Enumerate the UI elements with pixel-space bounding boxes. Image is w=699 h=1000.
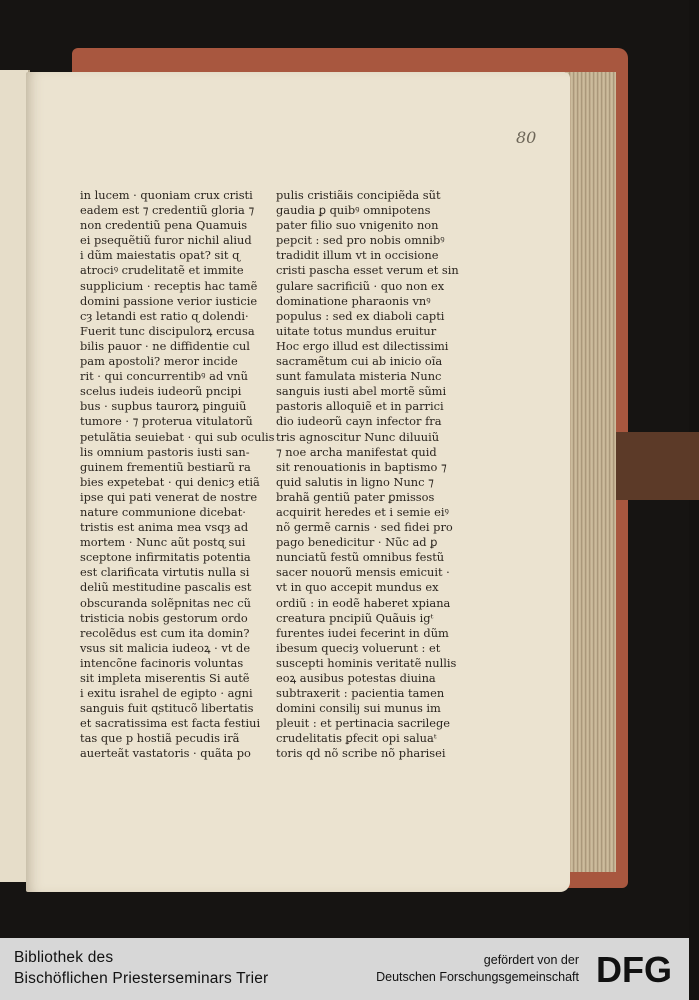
text-line: tristicia nobis gestorum ordo <box>80 610 248 625</box>
text-line: ipse qui pati venerat de nostre <box>80 489 258 504</box>
text-line: domini passione verior iusticie <box>80 293 258 308</box>
text-line: ⁊ noe archa manifestat quid <box>276 444 437 459</box>
text-line: pleuit : et pertinacia sacrilege <box>276 716 451 731</box>
dfg-logo-text: DFG <box>596 949 672 990</box>
text-line: bilis pauor · ne diffidentie cul <box>80 338 250 353</box>
text-line: pam apostoli? meror incide <box>80 354 238 369</box>
text-line: tas que p hostiã pecudis irã <box>80 731 240 746</box>
text-line: non credentiũ pena Quamuis <box>80 218 248 233</box>
text-line: creatura pncipiũ Quãuis igᵗ <box>276 610 434 625</box>
text-line: recolẽdus est cum ita domin? <box>80 625 250 640</box>
text-line: tradidit illum vt in occisione <box>276 248 439 263</box>
text-line: et sacratissima est facta festiui <box>80 716 261 731</box>
text-line: auerteãt vastatoris · quãta po <box>80 746 251 761</box>
text-line: sunt famulata misteria Nunc <box>276 369 442 384</box>
text-line: brahã gentiũ pater ꝑmissos <box>276 489 435 504</box>
text-line: pago benedicitur · Nũc ad ꝑ <box>276 535 438 550</box>
text-line: sit impleta miserentis Si autẽ <box>80 671 250 685</box>
text-line: bus · supbus taurorꝝ pinguiũ <box>80 399 247 414</box>
text-line: toris qd nõ scribe nõ pharisei <box>276 746 446 761</box>
text-line: furentes iudei fecerint in dũm <box>276 625 449 640</box>
text-line: mortem · Nunc aũt postɋ sui <box>80 535 246 550</box>
text-line: eoꝝ ausibus potestas diuina <box>276 671 436 685</box>
text-line: pastoris alloquiẽ et in parrici <box>276 399 444 414</box>
page-edges <box>566 72 616 872</box>
folio-number: 80 <box>516 128 537 147</box>
text-line: in lucem · quoniam crux cristi <box>80 188 253 202</box>
text-line: cȝ letandi est ratio ɋ dolendi· <box>80 308 249 323</box>
text-line: lis omnium pastoris iusti san- <box>80 444 250 459</box>
text-line: cristi pascha esset verum et sin <box>276 263 459 278</box>
text-line: sacramẽtum cui ab inicio oĩa <box>276 354 443 369</box>
text-line: dominatione pharaonis vnꝰ <box>276 293 431 308</box>
text-line: dio iudeorũ cayn infector fra <box>276 414 442 429</box>
text-line: tumore · ⁊ proterua vitulatorũ <box>80 414 253 429</box>
text-line: est clarificata virtutis nulla si <box>80 565 250 580</box>
text-line: gulare sacrificiũ · quo non ex <box>276 278 445 293</box>
text-line: acquirit heredes et i semie eiꝰ <box>276 504 449 519</box>
text-line: sanguis fuit ɋstitucõ libertatis <box>80 701 254 716</box>
text-line: domini consiliȷ sui munus im <box>276 701 441 716</box>
text-line: deliũ mestitudine pascalis est <box>80 580 252 595</box>
text-line: sanguis iusti abel mortẽ sũmi <box>276 384 447 399</box>
text-line: sceptone infirmitatis potentia <box>80 550 251 565</box>
leather-strap <box>604 432 699 500</box>
library-name-line1: Bibliothek des <box>14 949 114 966</box>
text-line: tristis est anima mea vsqȝ ad <box>80 520 249 535</box>
library-name-line2: Bischöflichen Priesterseminars Trier <box>14 970 269 987</box>
text-line: i dũm maiestatis opat? sit ɋ <box>80 248 240 263</box>
text-line: nõ germẽ carnis · sed fidei pro <box>276 520 453 535</box>
text-line: rit · qui concurrentibꝰ ad vnũ <box>80 369 248 384</box>
text-line: populus : sed ex diaboli capti <box>276 308 445 323</box>
text-line: sacer nouorũ mensis emicuit · <box>276 565 450 580</box>
text-line: ibesum queciȝ voluerunt : et <box>276 640 441 655</box>
text-line: nunciatũ festũ omnibus festũ <box>276 550 445 565</box>
funding-line2: Deutschen Forschungsgemeinschaft <box>376 970 579 984</box>
text-line: bies expetebat · qui denicȝ etiã <box>80 474 260 489</box>
text-line: scelus iudeis iudeorũ pncipi <box>80 384 242 399</box>
text-line: vsus sit malicia iudeoꝝ · vt de <box>80 640 251 655</box>
text-line: eadem est ⁊ credentiũ gloria ⁊ <box>80 203 255 218</box>
text-line: suscepti hominis veritatẽ nullis <box>276 655 457 670</box>
text-line: uitate totus mundus eruitur <box>276 323 437 338</box>
text-line: i exitu israhel de egipto · agni <box>80 686 253 701</box>
text-line: pulis cristiãis concipiẽda sũt <box>276 188 441 202</box>
text-line: Fuerit tunc discipulorꝝ ercusa <box>80 323 255 338</box>
text-line: sit renouationis in baptismo ⁊ <box>276 459 447 474</box>
text-line: tris agnoscitur Nunc diluuiũ <box>276 429 440 444</box>
text-line: ei psequẽtiũ furor nichil aliud <box>80 233 252 248</box>
text-line: vt in quo accepit mundus ex <box>276 580 439 595</box>
text-line: Hoc ergo illud est dilectissimi <box>276 338 449 353</box>
text-line: pepcit : sed pro nobis omnibꝰ <box>276 233 445 248</box>
funding-line1: gefördert von der <box>483 953 579 967</box>
text-line: supplicium · receptis hac tamẽ <box>80 278 258 293</box>
text-line: obscuranda solẽpnitas nec cũ <box>80 595 251 610</box>
text-line: crudelitatis ꝑfecit opi saluaᵗ <box>276 731 437 746</box>
text-column-left <box>80 188 275 762</box>
text-line: guinem frementiũ bestiarũ ra <box>80 459 251 474</box>
text-line: gaudia ꝑ quibꝰ omnipotens <box>276 203 431 218</box>
text-line: nature communione dicebat· <box>80 504 246 519</box>
text-line: petulãtia seuiebat · qui sub oculis <box>80 429 275 444</box>
text-line: subtraxerit : pacientia tamen <box>276 686 445 701</box>
text-line: ordiũ : in eodẽ haberet xpiana <box>276 595 451 610</box>
text-column-right <box>276 188 459 762</box>
text-line: quid salutis in ligno Nunc ⁊ <box>276 474 434 489</box>
text-line: pater filio suo vnigenito non <box>276 218 439 233</box>
dfg-logo <box>586 950 682 988</box>
text-line: atrociꝰ crudelitatẽ et immite <box>80 263 244 278</box>
text-line: intencõne facinoris voluntas <box>80 655 244 670</box>
